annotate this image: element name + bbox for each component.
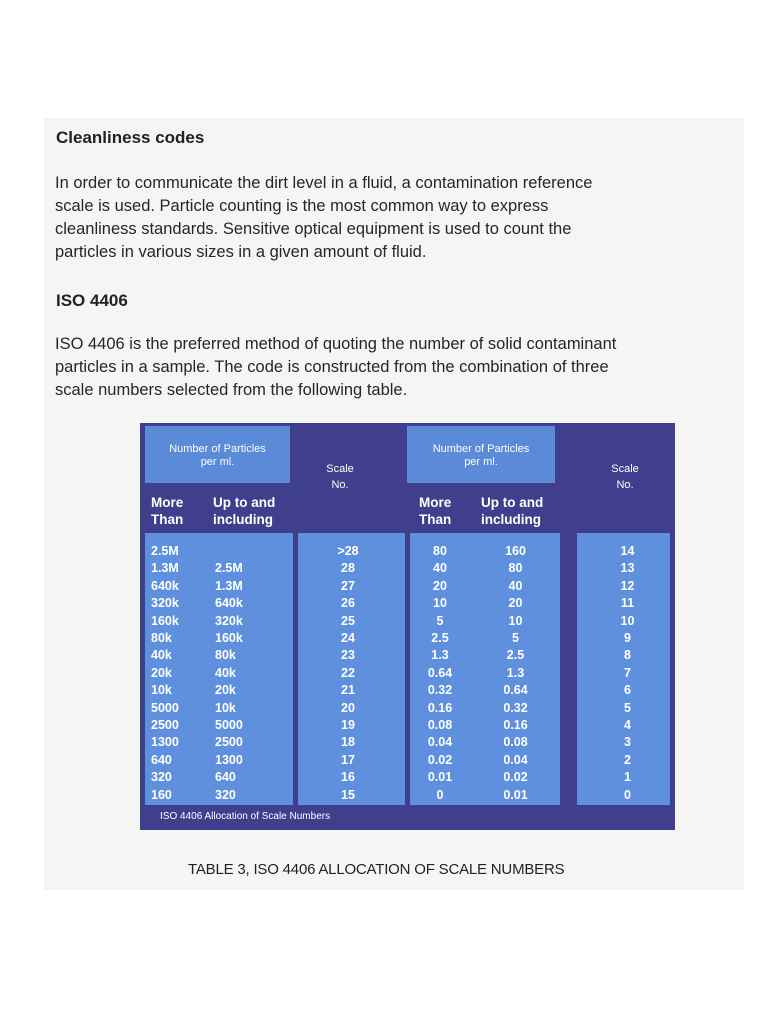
table-cell: 2500	[151, 718, 179, 733]
table-cell: 640k	[215, 596, 243, 611]
table-cell: 9	[624, 631, 631, 646]
table-cell: 10	[433, 596, 447, 611]
table-cell: 0.08	[503, 735, 528, 750]
table-cell: 0.02	[427, 752, 453, 767]
table-cell: 10	[620, 613, 635, 628]
left-more-than-header	[151, 494, 183, 528]
table-cell: 0.04	[427, 735, 453, 750]
table-cell: 0.01	[503, 787, 528, 802]
table-cell: 2	[624, 752, 631, 767]
table-cell: 40	[433, 561, 447, 576]
right-scale-column	[600, 543, 655, 804]
left-scale-header	[310, 461, 370, 493]
table-cell: 7	[624, 665, 631, 680]
table-cell: 160	[505, 544, 526, 558]
table-cell: 0.01	[427, 770, 453, 785]
table-cell: 5	[624, 700, 631, 715]
right-more-than-column	[415, 543, 465, 804]
table-cell: 0	[436, 787, 444, 802]
right-up-to-column	[488, 543, 543, 804]
table-footer-note: ISO 4406 Allocation of Scale Numbers	[160, 811, 331, 822]
table-cell: 2.5M	[151, 544, 179, 558]
table-cell: 23	[341, 648, 355, 663]
table-cell: 40k	[151, 648, 172, 663]
table-cell: 320	[151, 770, 172, 785]
header-text: No.	[331, 479, 349, 491]
table-cell: 2.5	[506, 648, 525, 663]
table-cell: 20	[433, 578, 447, 593]
table-cell: 4	[624, 718, 631, 733]
table-cell: 640	[151, 752, 172, 767]
right-up-to-header	[481, 494, 543, 528]
table-cell: 1.3M	[215, 578, 243, 593]
table-cell: 160k	[151, 613, 179, 628]
table-cell: 12	[620, 578, 635, 593]
table-cell: 8	[624, 648, 631, 663]
line: particles in various sizes in a given amount of fluid.	[55, 243, 427, 261]
table-cell: 2.5M	[215, 561, 243, 576]
section-heading-cleanliness: Cleanliness codes	[56, 128, 205, 147]
table-cell: 16	[341, 770, 355, 785]
table-cell: 0.02	[503, 770, 528, 785]
line: scale is used. Particle counting is the most common way to express	[55, 197, 549, 215]
line: In order to communicate the dirt level in a fluid, a contamination reference	[55, 174, 593, 192]
table-cell: 1	[624, 770, 631, 785]
table-cell: 26	[341, 596, 355, 611]
table-cell: 1300	[215, 752, 243, 767]
table-cell: 11	[620, 596, 635, 611]
line: ISO 4406 is the preferred method of quoting the number of solid contaminant	[55, 335, 617, 353]
table-cell: 320k	[151, 596, 179, 611]
table-cell: 21	[341, 683, 355, 698]
table-cell: 0.32	[427, 683, 453, 698]
table-cell: 0	[624, 787, 631, 802]
header-text: per ml.	[200, 456, 235, 468]
iso4406-table	[140, 423, 675, 830]
table-cell: 15	[341, 787, 355, 802]
table-cell: 1.3	[506, 665, 525, 680]
left-more-than-column	[151, 543, 206, 804]
table-cell: 5000	[215, 718, 243, 733]
table-cell: 1.3M	[151, 561, 179, 576]
table-cell: 80	[433, 544, 447, 558]
header-text: including	[481, 512, 541, 527]
table-cell: 160	[151, 787, 172, 802]
table-cell: 5	[512, 631, 519, 646]
section-heading-iso4406: ISO 4406	[56, 291, 128, 310]
header-text: No.	[616, 479, 634, 491]
table-cell: 320k	[215, 613, 243, 628]
table-cell: 1.3	[431, 648, 449, 663]
table-cell: 28	[341, 561, 355, 576]
header-text: Up to and	[481, 495, 544, 510]
header-text: More	[419, 495, 452, 510]
table-cell: 5000	[151, 700, 179, 715]
table-cell: 13	[620, 561, 635, 576]
table-cell: 40k	[215, 665, 236, 680]
table-cell: 0.32	[503, 700, 528, 715]
table-cell: 20k	[215, 683, 236, 698]
line: scale numbers selected from the following table.	[55, 381, 408, 399]
header-text: Number of Particles	[169, 443, 266, 455]
header-text: including	[213, 512, 273, 527]
table-cell: 80k	[151, 631, 172, 646]
table-cell: 0.16	[503, 718, 528, 733]
line: particles in a sample. The code is constructed from the combination of three	[55, 358, 609, 376]
table-cell: 0.64	[503, 683, 528, 698]
table-cell: 0.04	[503, 752, 528, 767]
table-cell: 320	[215, 787, 236, 802]
table-cell: 27	[341, 578, 355, 593]
table-cell: 80	[508, 561, 523, 576]
header-text: More	[151, 495, 184, 510]
right-scale-header	[595, 461, 655, 493]
header-text: Than	[151, 512, 184, 527]
table-cell: 40	[508, 578, 523, 593]
table-cell: 0.16	[427, 700, 453, 715]
paragraph-cleanliness	[55, 172, 592, 264]
table-cell: 1300	[151, 735, 179, 750]
left-scale-column	[318, 543, 378, 804]
header-text: Number of Particles	[432, 443, 530, 455]
left-up-to-column	[215, 543, 285, 804]
header-text: Up to and	[213, 495, 276, 510]
paragraph-iso4406	[55, 333, 616, 402]
header-text: Than	[419, 512, 452, 527]
table-cell: 3	[624, 735, 631, 750]
table-cell: 18	[341, 735, 355, 750]
table-cell: 24	[341, 631, 355, 646]
left-group-header	[145, 426, 290, 483]
table-cell: >28	[337, 544, 359, 558]
table-cell: 10k	[215, 700, 236, 715]
table-caption: TABLE 3, ISO 4406 ALLOCATION OF SCALE NUMBERS	[188, 861, 565, 878]
table-cell: 20	[341, 700, 355, 715]
header-text: Scale	[326, 463, 354, 475]
table-cell: 10	[508, 613, 523, 628]
table-cell: 22	[341, 665, 355, 680]
table-cell: 20k	[151, 665, 172, 680]
table-cell: 5	[436, 613, 444, 628]
table-cell: 25	[341, 613, 355, 628]
table-cell: 20	[508, 596, 523, 611]
table-cell: 640k	[151, 578, 179, 593]
table-cell: 19	[341, 718, 355, 733]
table-cell: 0.08	[427, 718, 453, 733]
table-cell: 2.5	[431, 631, 449, 646]
right-more-than-header	[419, 494, 451, 528]
table-cell	[215, 543, 285, 560]
table-cell: 14	[620, 544, 635, 558]
right-group-header	[407, 426, 555, 483]
header-text: Scale	[611, 463, 639, 475]
table-cell: 640	[215, 770, 236, 785]
table-cell: 80k	[215, 648, 236, 663]
table-cell: 17	[341, 752, 355, 767]
header-text: per ml.	[464, 456, 498, 468]
table-cell: 0.64	[427, 665, 453, 680]
table-cell: 6	[624, 683, 631, 698]
table-cell: 2500	[215, 735, 243, 750]
table-cell: 160k	[215, 631, 243, 646]
table-cell: 10k	[151, 683, 172, 698]
line: cleanliness standards. Sensitive optical equipment is used to count the	[55, 220, 572, 238]
left-up-to-header	[213, 494, 275, 528]
